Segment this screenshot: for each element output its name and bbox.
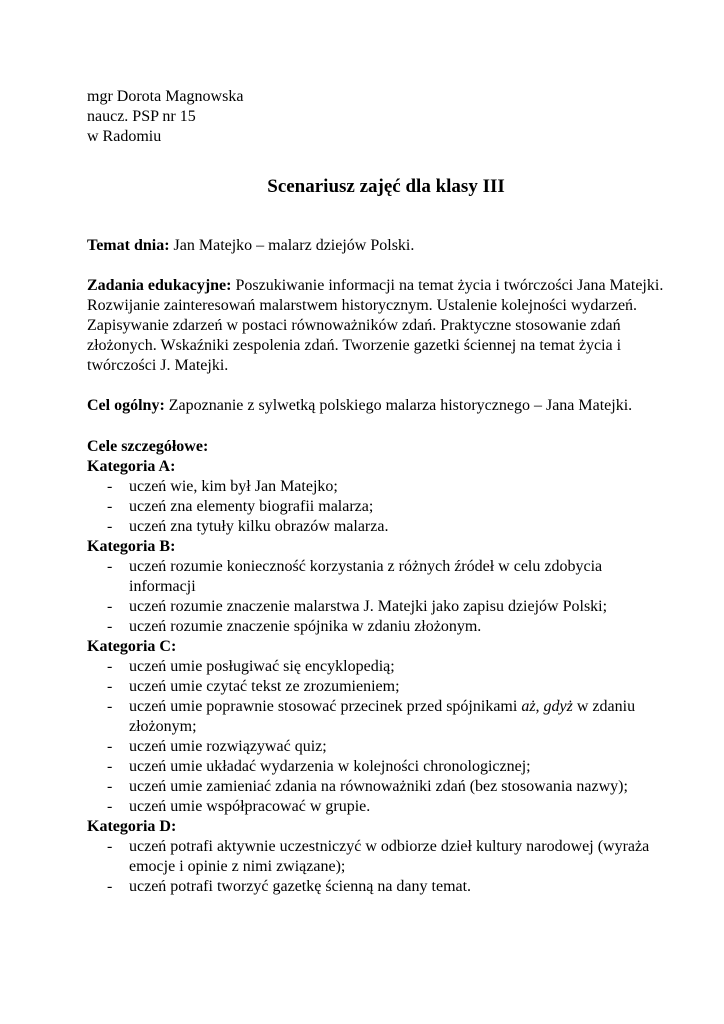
dash-bullet: - (107, 618, 113, 635)
general-goal-label: Cel ogólny: (87, 397, 165, 414)
specific-goals-heading: Cele szczegółowe: (87, 438, 209, 455)
list-item-text: uczeń rozumie znaczenie spójnika w zdaniu złożonym. (129, 618, 482, 635)
list-item (87, 697, 667, 737)
dash-bullet: - (107, 498, 113, 515)
list-item (87, 737, 667, 757)
general-goal-text: Zapoznanie z sylwetką polskiego malarza historycznego – Jana Matejki. (164, 397, 633, 414)
author-position: naucz. PSP nr 15 (87, 108, 196, 125)
list-item (87, 517, 667, 537)
category-b-heading: Kategoria B: (87, 538, 176, 555)
dash-bullet: - (107, 738, 113, 755)
list-item (87, 617, 667, 637)
general-goal-paragraph (87, 396, 667, 416)
category-a-list (87, 477, 667, 537)
list-item-text: uczeń umie zamieniać zdania na równoważniki zdań (bez stosowania nazwy); (129, 778, 628, 795)
list-item (87, 597, 667, 617)
list-item (87, 557, 667, 597)
category-c-heading: Kategoria C: (87, 638, 177, 655)
category-a-heading: Kategoria A: (87, 458, 176, 475)
list-item (87, 497, 667, 517)
tasks-label: Zadania edukacyjne: (87, 277, 232, 294)
category-b-list (87, 557, 667, 637)
list-item-text: uczeń potrafi aktywnie uczestniczyć w odbiorze dzieł kultury narodowej (wyraża emocje i opinie z nimi związane); (129, 838, 650, 875)
category-d-list (87, 837, 667, 897)
list-item-text: uczeń wie, kim był Jan Matejko; (129, 478, 338, 495)
list-item-italic-text: aż, gdyż (521, 698, 573, 715)
list-item-text: uczeń umie współpracować w grupie. (129, 798, 371, 815)
list-item-text: uczeń umie posługiwać się encyklopedią; (129, 658, 395, 675)
list-item (87, 757, 667, 777)
dash-bullet: - (107, 758, 113, 775)
author-name: mgr Dorota Magnowska (87, 88, 244, 105)
list-item (87, 477, 667, 497)
dash-bullet: - (107, 678, 113, 695)
list-item (87, 677, 667, 697)
list-item (87, 797, 667, 817)
category-d-heading: Kategoria D: (87, 818, 177, 835)
list-item-text: uczeń zna elementy biografii malarza; (129, 498, 374, 515)
dash-bullet: - (107, 778, 113, 795)
dash-bullet: - (107, 518, 113, 535)
list-item-text: uczeń umie poprawnie stosować przecinek przed spójnikami (129, 698, 522, 715)
author-block (87, 87, 667, 147)
list-item (87, 837, 667, 877)
list-item-text: uczeń zna tytuły kilku obrazów malarza. (129, 518, 389, 535)
list-item-text: uczeń potrafi tworzyć gazetkę ścienną na dany temat. (129, 878, 472, 895)
list-item (87, 877, 667, 897)
list-item-text: uczeń rozumie konieczność korzystania z różnych źródeł w celu zdobycia informacji (129, 558, 603, 595)
dash-bullet: - (107, 798, 113, 815)
topic-paragraph (87, 236, 667, 256)
dash-bullet: - (107, 598, 113, 615)
category-c-list (87, 657, 667, 817)
dash-bullet: - (107, 878, 113, 895)
list-item-text: uczeń umie układać wydarzenia w kolejności chronologicznej; (129, 758, 531, 775)
tasks-text: Poszukiwanie informacji na temat życia i twórczości Jana Matejki. Rozwijanie zainteresowań malarstwem historycznym. Ustalenie kolejności wydarzeń. Zapisywanie zdarzeń w postaci równoważników zdań. Praktyczne stosowanie zdań złożonych. Wskaźniki zespolenia zdań. Tworzenie gazetki ściennej na temat życia i twórczości J. Matejki. (87, 277, 664, 374)
document-page (87, 87, 667, 897)
dash-bullet: - (107, 478, 113, 495)
dash-bullet: - (107, 558, 113, 575)
list-item (87, 657, 667, 677)
list-item-text: uczeń rozumie znaczenie malarstwa J. Matejki jako zapisu dziejów Polski; (129, 598, 608, 615)
topic-label: Temat dnia: (87, 237, 170, 254)
list-item-text: uczeń umie czytać tekst ze zrozumieniem; (129, 678, 400, 695)
list-item-text: uczeń umie rozwiązywać quiz; (129, 738, 327, 755)
dash-bullet: - (107, 658, 113, 675)
list-item-text: w zdaniu złożonym; (129, 698, 636, 735)
specific-goals-section (87, 437, 667, 897)
dash-bullet: - (107, 838, 113, 855)
author-city: w Radomiu (87, 128, 162, 145)
dash-bullet: - (107, 698, 113, 715)
list-item (87, 777, 667, 797)
topic-text: Jan Matejko – malarz dziejów Polski. (169, 237, 415, 254)
tasks-paragraph (87, 276, 667, 376)
document-title: Scenariusz zajęć dla klasy III (267, 176, 505, 197)
